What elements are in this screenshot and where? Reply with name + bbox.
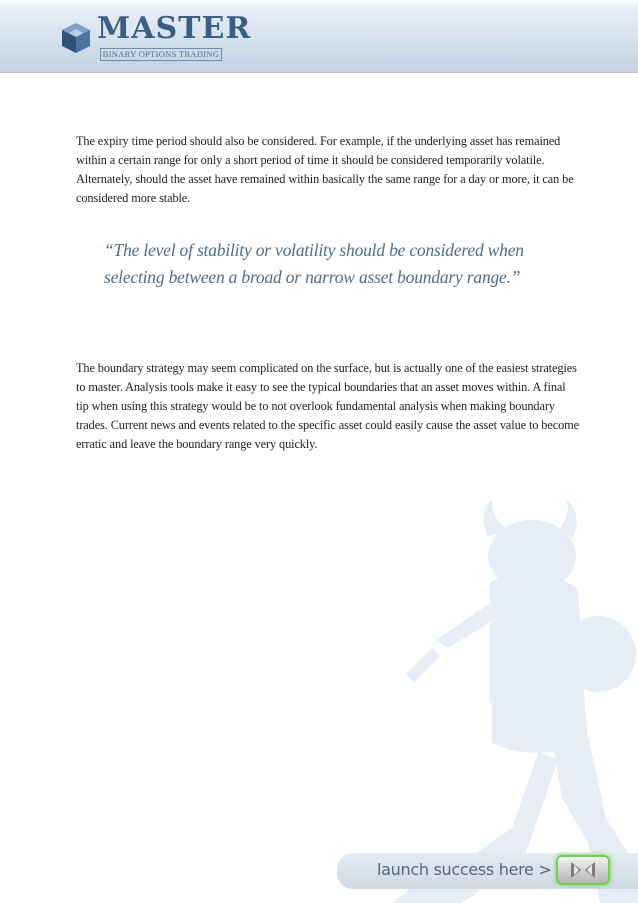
cube-logo-icon: [60, 22, 94, 54]
brand-subtitle: BINARY OPTIONS TRADING: [100, 48, 222, 61]
header-banner: [0, 0, 638, 73]
paragraph-expiry: The expiry time period should also be considered. For example, if the underlying asset has remained within a certain range for only a short period of time it should be considered temporarily volatile. Alternately, should the asset have remained within basically the same range for a day or more, it can be considered more stable.: [76, 134, 574, 205]
launch-success-link[interactable]: launch success here >: [377, 860, 552, 879]
launch-button[interactable]: [556, 855, 610, 885]
pull-quote: “The level of stability or volatility should be considered when selecting between a broad or narrow asset boundary range.”: [104, 240, 524, 287]
paragraph-boundary-strategy: The boundary strategy may seem complicated on the surface, but is actually one of the easiest strategies to master. Analysis tools make it easy to see the typical boundaries that an asset moves within. A final tip when using this strategy would be to not overlook fundamental analysis when making boundary trades. Current news and events related to the specific asset could easily cause the asset value to become erratic and leave the boundary range very quickly.: [76, 361, 579, 451]
launch-arrows-icon: [571, 862, 595, 878]
warrior-mascot-silhouette: [392, 498, 638, 903]
brand-title: MASTER: [97, 11, 252, 46]
